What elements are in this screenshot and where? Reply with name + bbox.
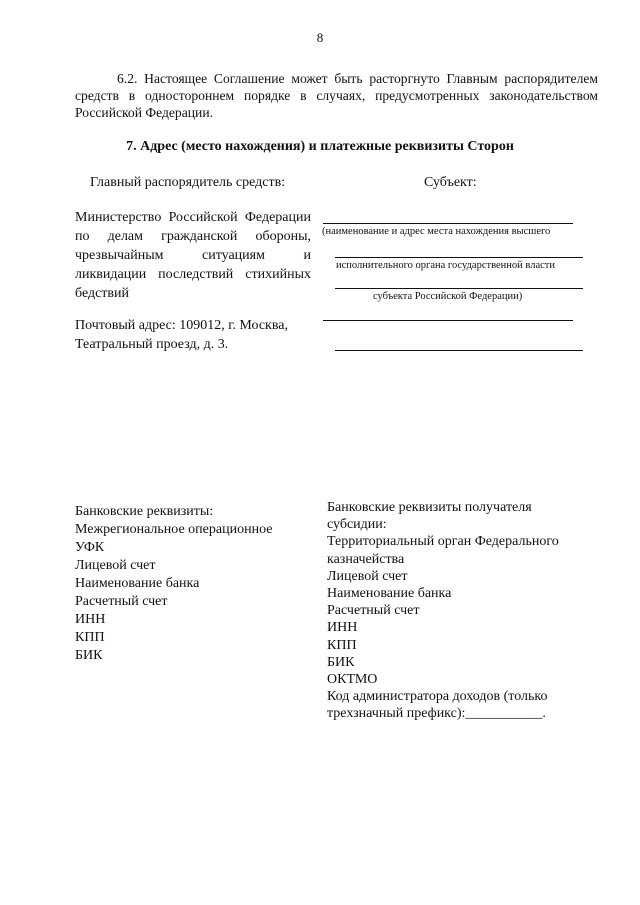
bank-right-line: трехзначный префикс):___________.	[327, 706, 546, 722]
bank-left-line: УФК	[75, 540, 105, 555]
bank-right-line: Банковские реквизиты получателя	[327, 500, 532, 515]
bank-right-line: ИНН	[327, 620, 358, 636]
bank-left-line: КПП	[75, 630, 105, 645]
subject-caption-3: субъекта Российской Федерации)	[373, 291, 523, 302]
bank-right-line: Код администратора доходов (только	[327, 689, 548, 705]
postal-address: Почтовый адрес: 109012, г. Москва, Театральный проезд, д. 3.	[75, 318, 289, 352]
bank-right-line: БИК	[327, 654, 355, 670]
subject-line-2	[335, 257, 583, 258]
bank-right-line: Лицевой счет	[327, 568, 408, 584]
bank-left-line: Межрегиональное операционное	[75, 522, 273, 537]
subject-line-3	[335, 288, 583, 289]
bank-right-line: казначейства	[327, 551, 405, 567]
bank-right-line: Территориальный орган Федерального	[327, 534, 559, 550]
right-party-label: Субъект:	[424, 175, 477, 190]
bank-right-line: субсидии:	[327, 517, 387, 533]
section-heading: 7. Адрес (место нахождения) и платежные реквизиты Сторон	[126, 139, 514, 154]
bank-right-line: Расчетный счет	[327, 603, 420, 619]
bank-right-line: КПП	[327, 637, 357, 653]
bank-left-line: БИК	[75, 648, 103, 663]
bank-left-line: Расчетный счет	[75, 594, 168, 609]
subject-line-4	[323, 320, 573, 321]
bank-left-line: ИНН	[75, 612, 106, 627]
bank-left-line: Наименование банка	[75, 576, 200, 591]
bank-left-line: Лицевой счет	[75, 558, 156, 573]
left-party-label: Главный распорядитель средств:	[90, 175, 286, 190]
bank-details-left	[75, 503, 272, 665]
subject-line-5	[335, 350, 583, 351]
bank-right-line: Наименование банка	[327, 586, 452, 602]
ministry-name: Министерство Российской Федерации по делам гражданской обороны, чрезвычайным ситуациям и ликвидации последствий стихийных бедствий	[75, 210, 311, 301]
bank-right-line: ОКТМО	[327, 672, 378, 688]
clause-6-2: 6.2. Настоящее Соглашение может быть расторгнуто Главным распорядителем средств в одностороннем порядке в случаях, предусмотренных законодательством Российской Федерации.	[75, 71, 598, 120]
page-number: 8	[316, 30, 324, 45]
bank-details-right	[327, 499, 559, 723]
subject-caption-2: исполнительного органа государственной власти	[336, 260, 555, 271]
bank-left-line: Банковские реквизиты:	[75, 504, 214, 519]
subject-caption-1: (наименование и адрес места нахождения высшего	[322, 226, 551, 237]
subject-line-1	[323, 223, 573, 224]
